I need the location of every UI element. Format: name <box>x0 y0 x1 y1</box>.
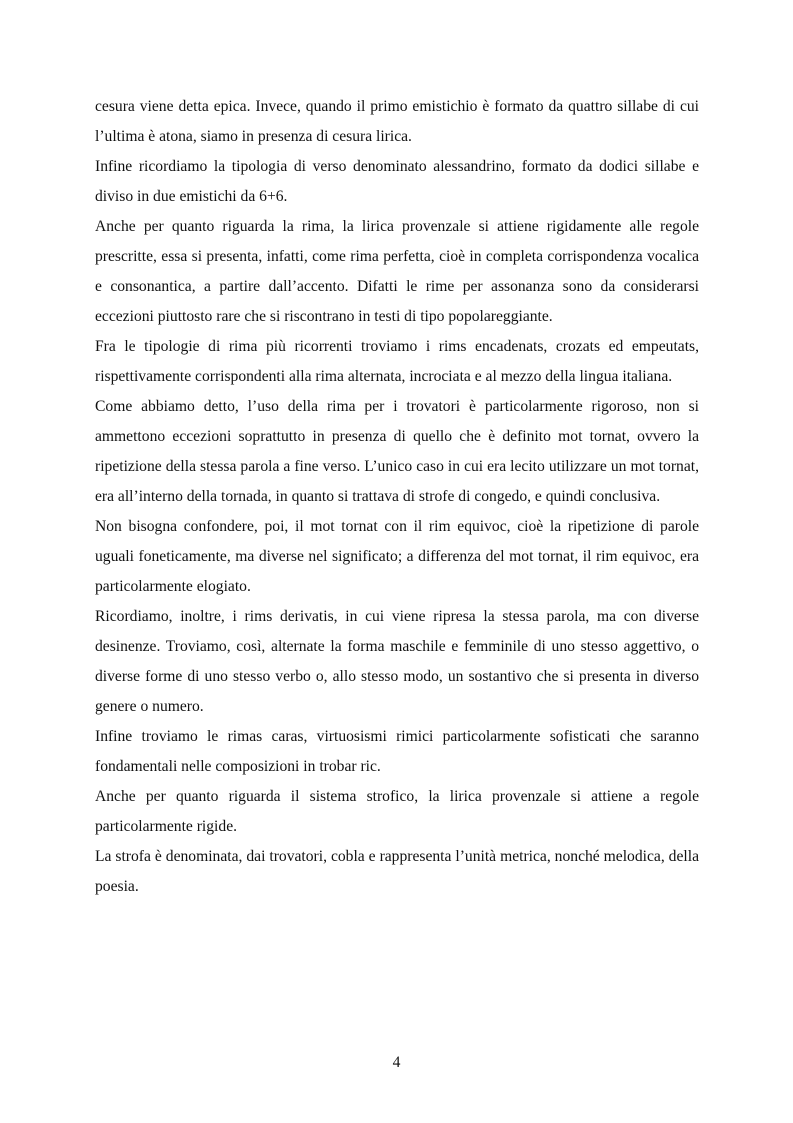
paragraph-sistema-strofico: Anche per quanto riguarda il sistema strofico, la lirica provenzale si attiene a regole particolarmente rigide. <box>95 788 699 835</box>
paragraph-tipologie-rima: Fra le tipologie di rima più ricorrenti troviamo i rims encadenats, crozats ed empeutats, rispettivamente corrispondenti alla rima alternata, incrociata e al mezzo della lingua italiana. <box>95 338 699 385</box>
page-body <box>95 92 699 902</box>
paragraph-rima-perfetta: Anche per quanto riguarda la rima, la lirica provenzale si attiene rigidamente alle regole prescritte, essa si presenta, infatti, come rima perfetta, cioè in completa corrispondenza vocalica e consonantica, a partire dall’accento. Difatti le rime per assonanza sono da considerarsi eccezioni piuttosto rare che si riscontrano in testi di tipo popolareggiante. <box>95 218 699 325</box>
paragraph-rim-equivoc: Non bisogna confondere, poi, il mot tornat con il rim equivoc, cioè la ripetizione di parole uguali foneticamente, ma diverse nel significato; a differenza del mot tornat, il rim equivoc, era particolarmente elogiato. <box>95 518 699 595</box>
paragraph-cesura-epica-lirica: cesura viene detta epica. Invece, quando il primo emistichio è formato da quattro sillabe di cui l’ultima è atona, siamo in presenza di cesura lirica. <box>95 98 699 145</box>
paragraph-mot-tornat: Come abbiamo detto, l’uso della rima per i trovatori è particolarmente rigoroso, non si ammettono eccezioni soprattutto in presenza di quello che è definito mot tornat, ovvero la ripetizione della stessa parola a fine verso. L’unico caso in cui era lecito utilizzare un mot tornat, era all’interno della tornada, in quanto si trattava di strofe di congedo, e quindi conclusiva. <box>95 398 699 505</box>
paragraph-rims-derivatis: Ricordiamo, inoltre, i rims derivatis, in cui viene ripresa la stessa parola, ma con diverse desinenze. Troviamo, così, alternate la forma maschile e femminile di uno stesso aggettivo, o diverse forme di uno stesso verbo o, allo stesso modo, un sostantivo che si presenta in diverso genere o numero. <box>95 608 699 715</box>
paragraph-cobla: La strofa è denominata, dai trovatori, cobla e rappresenta l’unità metrica, nonché melodica, della poesia. <box>95 848 699 895</box>
paragraph-alessandrino: Infine ricordiamo la tipologia di verso denominato alessandrino, formato da dodici sillabe e diviso in due emistichi da 6+6. <box>95 158 699 205</box>
paragraph-rimas-caras: Infine troviamo le rimas caras, virtuosismi rimici particolarmente sofisticati che saranno fondamentali nelle composizioni in trobar ric. <box>95 728 699 775</box>
page-number: 4 <box>392 1054 401 1071</box>
